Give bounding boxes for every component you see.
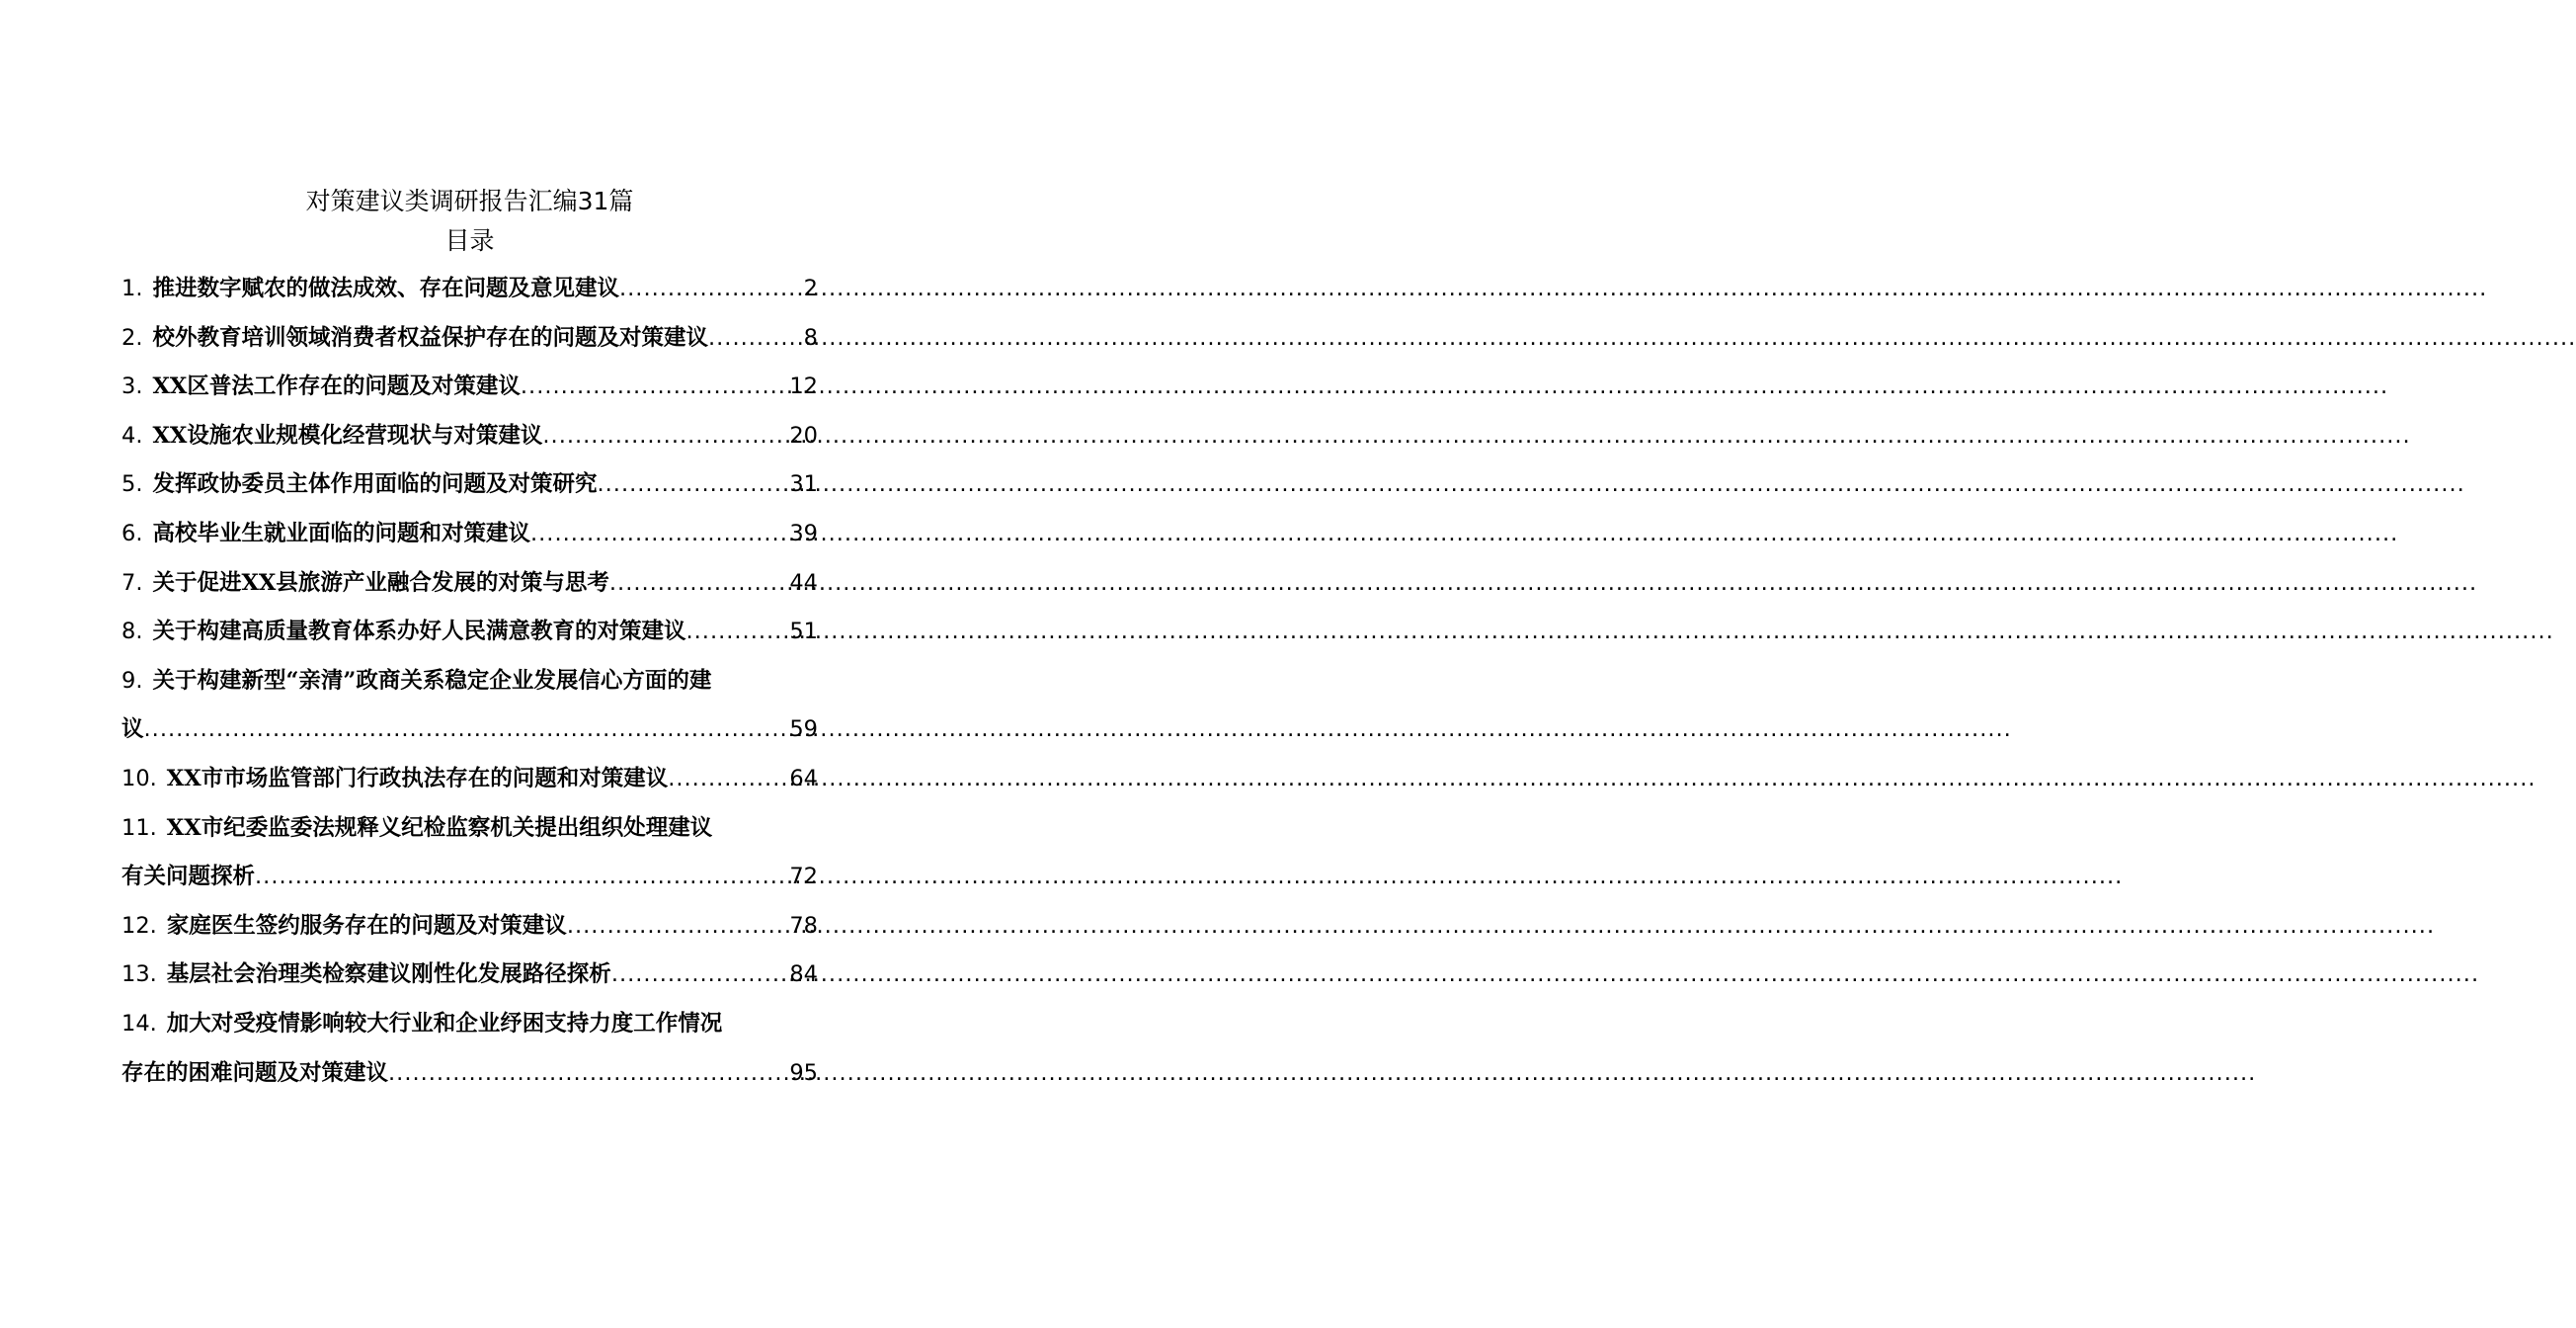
toc-entry-number: 13. [121,961,157,988]
toc-entry-7[interactable] [121,559,818,609]
toc-entry-page: 78 [789,912,818,939]
toc-entry-number: 1. [121,276,143,301]
toc-entry-page: 44 [789,569,818,596]
toc-entry-page: 51 [789,619,818,645]
toc-entry-10[interactable] [121,755,818,804]
toc-entry-number: 4. [121,422,143,449]
toc-entry-12[interactable] [121,902,818,952]
dot-leader [708,314,804,364]
toc-entry-number: 8. [121,619,143,645]
toc-entry-page: 84 [789,961,818,988]
toc-entry-1[interactable] [121,265,818,314]
toc-entry-5[interactable] [121,460,818,510]
toc-entry-title: XX市市场监管部门行政执法存在的问题和对策建议 [166,765,669,791]
dot-leader [530,510,789,559]
dot-leader [388,1049,789,1099]
toc-entry-page: 12 [789,374,818,400]
toc-entry-number: 3. [121,374,143,400]
toc-entry-title-continued: 议 [121,716,144,743]
dot-leader [619,265,804,314]
toc-entry-title: 发挥政协委员主体作用面临的问题及对策研究 [152,471,598,498]
dot-leader [255,853,789,902]
toc-entry-title: 推进数字赋农的做法成效、存在问题及意见建议 [152,276,619,301]
toc-entry-2[interactable] [121,314,818,364]
toc-entry-number: 9. [121,667,143,694]
dot-leader [668,755,789,804]
toc-entry-title: 关于构建高质量教育体系办好人民满意教育的对策建议 [152,619,686,645]
toc-entry-9[interactable] [121,657,818,755]
dot-leader [609,559,789,609]
toc-entry-number: 11. [121,814,157,841]
dot-leader [144,706,790,755]
dot-leader [542,412,789,461]
toc-entry-number: 6. [121,520,143,546]
dot-leader [685,608,789,657]
toc-entry-14[interactable] [121,1000,818,1098]
toc-entry-title: 家庭医生签约服务存在的问题及对策建议 [166,912,567,939]
dot-leader [567,902,790,952]
toc-entry-number: 14. [121,1010,157,1037]
document-page [121,184,818,1098]
toc-entry-page: 59 [789,716,818,743]
toc-entry-number: 2. [121,324,143,351]
toc-entry-number: 7. [121,569,143,596]
toc-entry-title-continued: 有关问题探析 [121,864,256,890]
toc-entry-title: 关于构建新型“亲清”政商关系稳定企业发展信心方面的建 [152,667,712,694]
toc-entry-title: XX设施农业规模化经营现状与对策建议 [152,422,543,449]
dot-leader [521,363,789,412]
toc-entry-page: 8 [803,324,818,351]
toc-entry-page: 31 [789,471,818,498]
toc-entry-title: XX区普法工作存在的问题及对策建议 [152,374,521,400]
toc-entry-page: 39 [789,520,818,546]
toc-entry-11[interactable] [121,804,818,902]
dot-leader [611,951,790,1000]
toc-entry-page: 2 [803,276,818,301]
toc-entry-number: 12. [121,912,157,939]
toc-entry-page: 64 [789,765,818,791]
toc-heading: 目录 [444,226,495,255]
toc-entry-title: 校外教育培训领域消费者权益保护存在的问题及对策建议 [152,324,708,351]
toc-entry-8[interactable] [121,608,818,657]
toc-entry-title: 加大对受疫情影响较大行业和企业纾困支持力度工作情况 [166,1010,723,1037]
toc-entry-3[interactable] [121,363,818,412]
toc-entry-page: 95 [789,1059,818,1086]
toc-entry-page: 72 [789,864,818,890]
toc-entry-title: 基层社会治理类检察建议刚性化发展路径探析 [166,961,611,988]
toc-entry-title: 高校毕业生就业面临的问题和对策建议 [152,520,530,546]
toc-entry-title: XX市纪委监委法规释义纪检监察机关提出组织处理建议 [166,814,713,841]
toc-entry-page: 20 [789,422,818,449]
toc-entry-title: 关于促进XX县旅游产业融合发展的对策与思考 [152,569,609,596]
toc-entry-4[interactable] [121,412,818,461]
toc-entry-number: 10. [121,765,157,791]
toc-entry-6[interactable] [121,510,818,559]
toc-entry-number: 5. [121,471,143,498]
toc-entry-title-continued: 存在的困难问题及对策建议 [121,1059,389,1086]
toc-entry-13[interactable] [121,951,818,1000]
document-title: 对策建议类调研报告汇编31篇 [305,187,634,215]
toc-list [121,265,818,1098]
dot-leader [597,460,789,510]
